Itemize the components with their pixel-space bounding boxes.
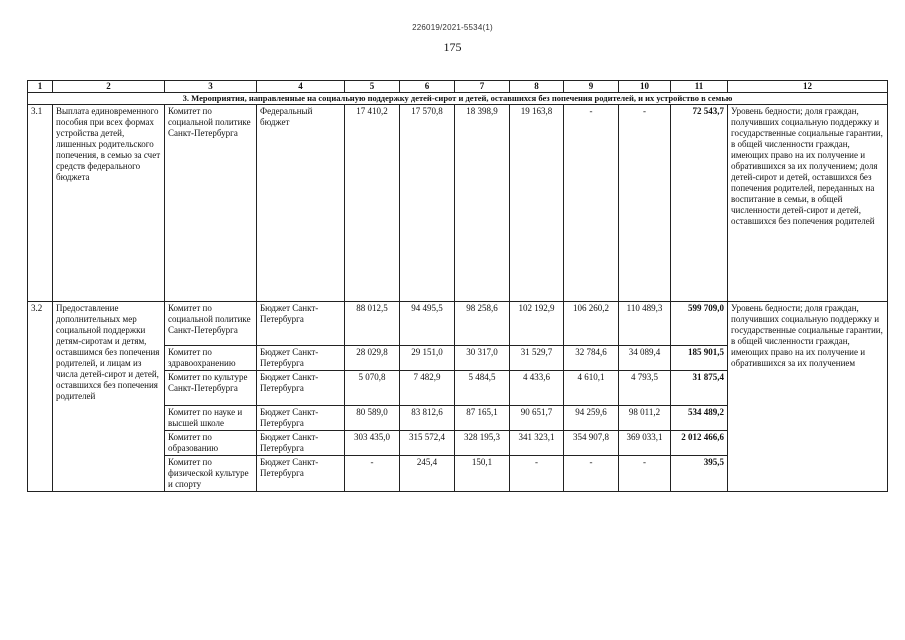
value-cell: 87 165,1 bbox=[455, 406, 510, 431]
total-cell: 599 709,0 bbox=[671, 302, 728, 346]
column-header: 10 bbox=[619, 81, 671, 93]
value-cell: 4 610,1 bbox=[564, 371, 619, 406]
value-cell: - bbox=[564, 456, 619, 492]
value-cell: 303 435,0 bbox=[345, 431, 400, 456]
value-cell: 83 812,6 bbox=[400, 406, 455, 431]
value-cell: 28 029,8 bbox=[345, 346, 400, 371]
value-cell: - bbox=[619, 456, 671, 492]
value-cell: 5 070,8 bbox=[345, 371, 400, 406]
value-cell: - bbox=[345, 456, 400, 492]
column-header: 9 bbox=[564, 81, 619, 93]
indicator-cell: Уровень бедности; доля граждан, получивших социальную поддержку и государственные социальные гарантии, в общей численности граждан, имеющих право на их получение и обратившихся за их получением; доля детей-сирот и детей, оставшихся без попечения родителей, переданных на воспитание в семьи, в общей численности детей-сирот и детей, оставшихся без попечения родителей bbox=[728, 105, 888, 302]
measure-name: Предоставление дополнительных мер социальной поддержки детям-сиротам и детям, оставшимся без попечения родителей, и лицам из числа детей-сирот и детей, оставшихся без попечения родителей bbox=[53, 302, 165, 492]
total-cell: 31 875,4 bbox=[671, 371, 728, 406]
value-cell: - bbox=[564, 105, 619, 302]
column-header: 1 bbox=[28, 81, 53, 93]
value-cell: 34 089,4 bbox=[619, 346, 671, 371]
funding-source: Бюджет Санкт-Петербурга bbox=[257, 456, 345, 492]
value-cell: 315 572,4 bbox=[400, 431, 455, 456]
value-cell: 4 433,6 bbox=[510, 371, 564, 406]
value-cell: 4 793,5 bbox=[619, 371, 671, 406]
value-cell: 7 482,9 bbox=[400, 371, 455, 406]
column-header: 8 bbox=[510, 81, 564, 93]
row-number: 3.1 bbox=[28, 105, 53, 302]
column-header: 11 bbox=[671, 81, 728, 93]
table-row bbox=[28, 105, 888, 302]
value-cell: 369 033,1 bbox=[619, 431, 671, 456]
executor: Комитет по культуре Санкт-Петербурга bbox=[165, 371, 257, 406]
funding-source: Бюджет Санкт-Петербурга bbox=[257, 431, 345, 456]
value-cell: 354 907,8 bbox=[564, 431, 619, 456]
value-cell: 341 323,1 bbox=[510, 431, 564, 456]
funding-source: Бюджет Санкт-Петербурга bbox=[257, 406, 345, 431]
funding-source: Федеральный бюджет bbox=[257, 105, 345, 302]
value-cell: 150,1 bbox=[455, 456, 510, 492]
total-cell: 395,5 bbox=[671, 456, 728, 492]
column-header: 7 bbox=[455, 81, 510, 93]
value-cell: 102 192,9 bbox=[510, 302, 564, 346]
executor: Комитет по здравоохранению bbox=[165, 346, 257, 371]
value-cell: 88 012,5 bbox=[345, 302, 400, 346]
value-cell: 17 410,2 bbox=[345, 105, 400, 302]
value-cell: 106 260,2 bbox=[564, 302, 619, 346]
value-cell: 98 011,2 bbox=[619, 406, 671, 431]
page-number: 175 bbox=[443, 40, 462, 54]
indicator-cell: Уровень бедности; доля граждан, получивших социальную поддержку и государственные социальные гарантии, в общей численности граждан, имеющих право на их получение и обратившихся за их получением bbox=[728, 302, 888, 492]
value-cell: 5 484,5 bbox=[455, 371, 510, 406]
value-cell: 30 317,0 bbox=[455, 346, 510, 371]
value-cell: 328 195,3 bbox=[455, 431, 510, 456]
value-cell: 98 258,6 bbox=[455, 302, 510, 346]
value-cell: 80 589,0 bbox=[345, 406, 400, 431]
value-cell: 245,4 bbox=[400, 456, 455, 492]
value-cell: 90 651,7 bbox=[510, 406, 564, 431]
column-header: 4 bbox=[257, 81, 345, 93]
table-row bbox=[28, 302, 888, 346]
column-header: 3 bbox=[165, 81, 257, 93]
total-cell: 2 012 466,6 bbox=[671, 431, 728, 456]
column-header: 2 bbox=[53, 81, 165, 93]
value-cell: - bbox=[510, 456, 564, 492]
column-header: 6 bbox=[400, 81, 455, 93]
measure-name: Выплата единовременного пособия при всех формах устройства детей, лишенных родительского попечения, в семью за счет средств федерального бюджета bbox=[53, 105, 165, 302]
program-measures-table bbox=[27, 80, 888, 492]
funding-source: Бюджет Санкт-Петербурга bbox=[257, 371, 345, 406]
section-header-row bbox=[28, 93, 888, 105]
funding-source: Бюджет Санкт-Петербурга bbox=[257, 302, 345, 346]
total-cell: 534 489,2 bbox=[671, 406, 728, 431]
column-header: 12 bbox=[728, 81, 888, 93]
total-cell: 72 543,7 bbox=[671, 105, 728, 302]
value-cell: 17 570,8 bbox=[400, 105, 455, 302]
value-cell: 94 259,6 bbox=[564, 406, 619, 431]
funding-source: Бюджет Санкт-Петербурга bbox=[257, 346, 345, 371]
executor: Комитет по физической культуре и спорту bbox=[165, 456, 257, 492]
value-cell: 32 784,6 bbox=[564, 346, 619, 371]
executor: Комитет по социальной политике Санкт-Петербурга bbox=[165, 302, 257, 346]
executor: Комитет по социальной политике Санкт-Петербурга bbox=[165, 105, 257, 302]
value-cell: 19 163,8 bbox=[510, 105, 564, 302]
column-header: 5 bbox=[345, 81, 400, 93]
value-cell: 31 529,7 bbox=[510, 346, 564, 371]
value-cell: 29 151,0 bbox=[400, 346, 455, 371]
total-cell: 185 901,5 bbox=[671, 346, 728, 371]
column-number-header-row bbox=[28, 81, 888, 93]
value-cell: 94 495,5 bbox=[400, 302, 455, 346]
executor: Комитет по образованию bbox=[165, 431, 257, 456]
row-number: 3.2 bbox=[28, 302, 53, 492]
value-cell: 110 489,3 bbox=[619, 302, 671, 346]
executor: Комитет по науке и высшей школе bbox=[165, 406, 257, 431]
document-registration-id: 226019/2021-5534(1) bbox=[412, 23, 493, 32]
value-cell: - bbox=[619, 105, 671, 302]
section-title: 3. Мероприятия, направленные на социальную поддержку детей-сирот и детей, оставшихся без попечения родителей, и их устройство в семью bbox=[28, 93, 888, 105]
value-cell: 18 398,9 bbox=[455, 105, 510, 302]
